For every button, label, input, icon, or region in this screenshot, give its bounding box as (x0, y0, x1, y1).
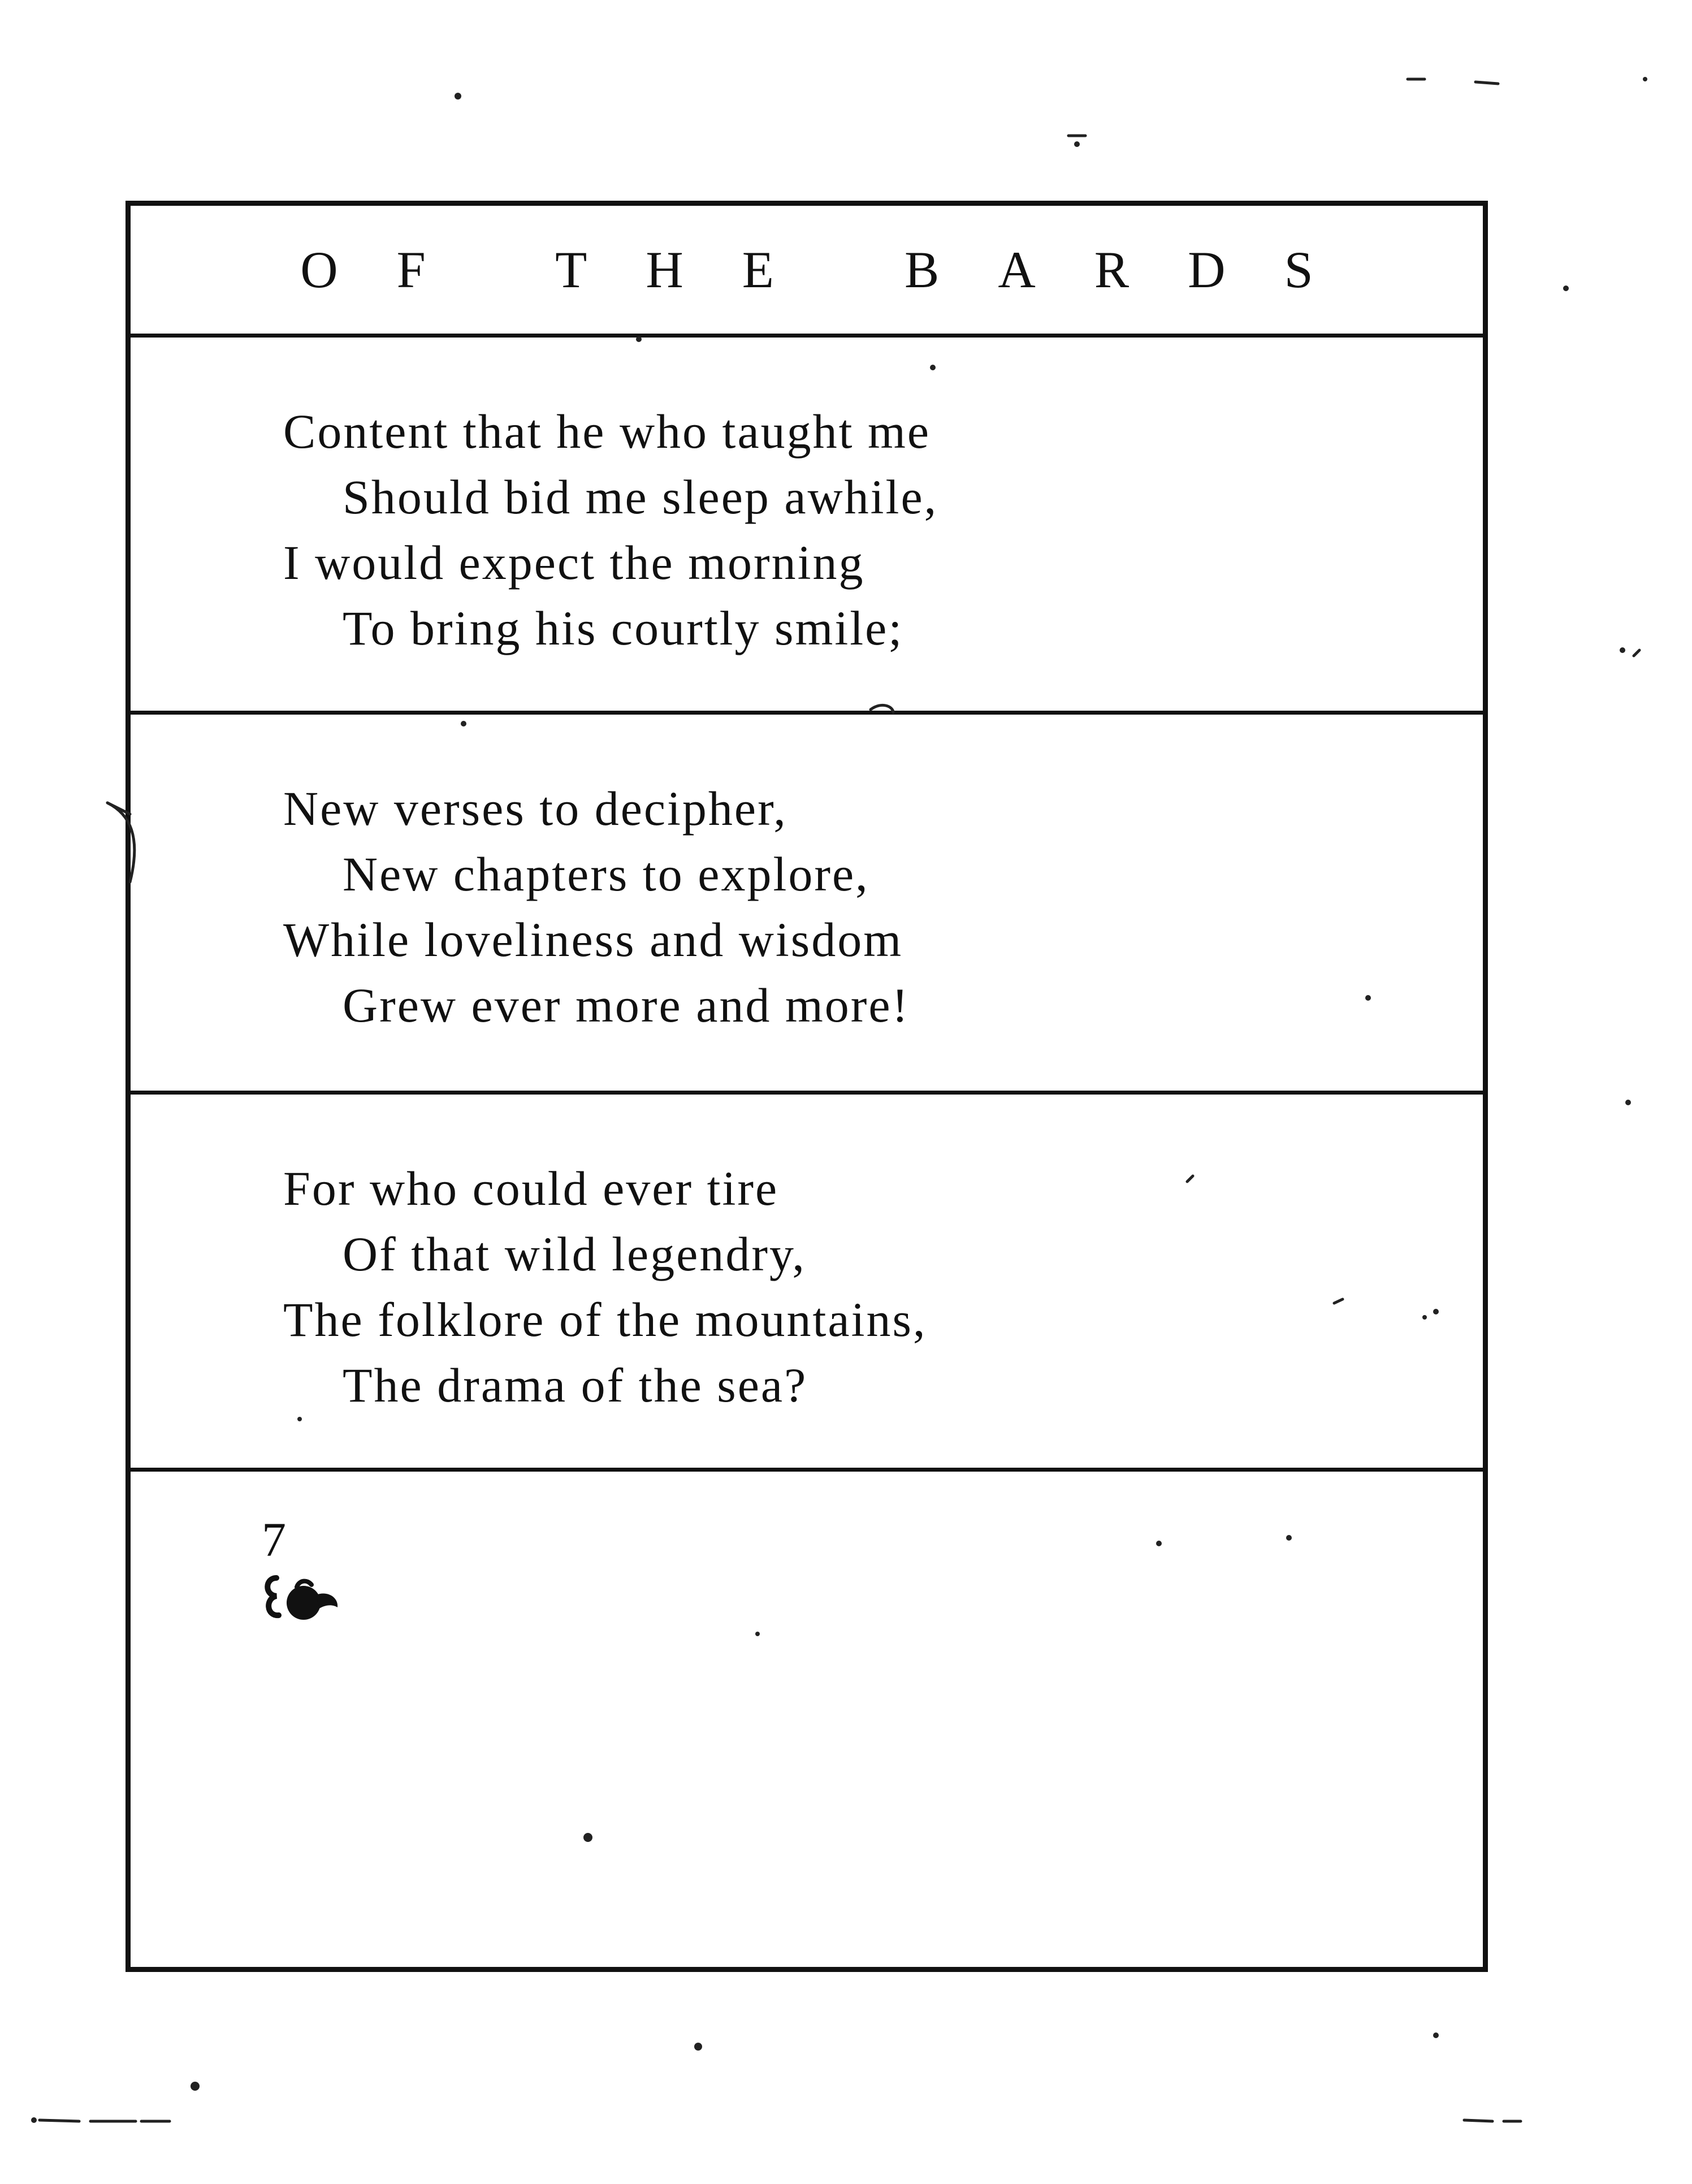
stanza-panel-2 (131, 715, 1483, 1095)
stanza-panel-3 (131, 1095, 1483, 1472)
page-title: OF THE BARDS (300, 241, 1372, 299)
stanza-line: Content that he who taught me (283, 404, 931, 459)
stanza-line: New verses to decipher, (283, 781, 787, 836)
stanza-panel-1 (131, 338, 1483, 715)
stanza-line: The folklore of the mountains, (283, 1292, 927, 1347)
stanza-line: For who could ever tire (283, 1161, 779, 1216)
stanza-line: Grew ever more and more! (343, 978, 910, 1032)
footer-panel (131, 1472, 1483, 1967)
stanza-line: New chapters to explore, (343, 847, 869, 901)
stanza-line: While loveliness and wisdom (283, 912, 903, 967)
stanza-1 (283, 399, 938, 661)
stanza-line: To bring his courtly smile; (343, 601, 904, 655)
printers-flower-ornament-icon (259, 1568, 344, 1630)
page-frame (126, 201, 1488, 1972)
stanza-3 (283, 1156, 927, 1418)
stanza-2 (283, 776, 910, 1038)
title-band (131, 206, 1483, 338)
stanza-line: I would expect the morning (283, 535, 865, 590)
stanza-line: The drama of the sea? (343, 1358, 808, 1412)
stanza-line: Should bid me sleep awhile, (343, 470, 938, 524)
page-number: 7 (262, 1512, 286, 1567)
stanza-line: Of that wild legendry, (343, 1227, 806, 1281)
